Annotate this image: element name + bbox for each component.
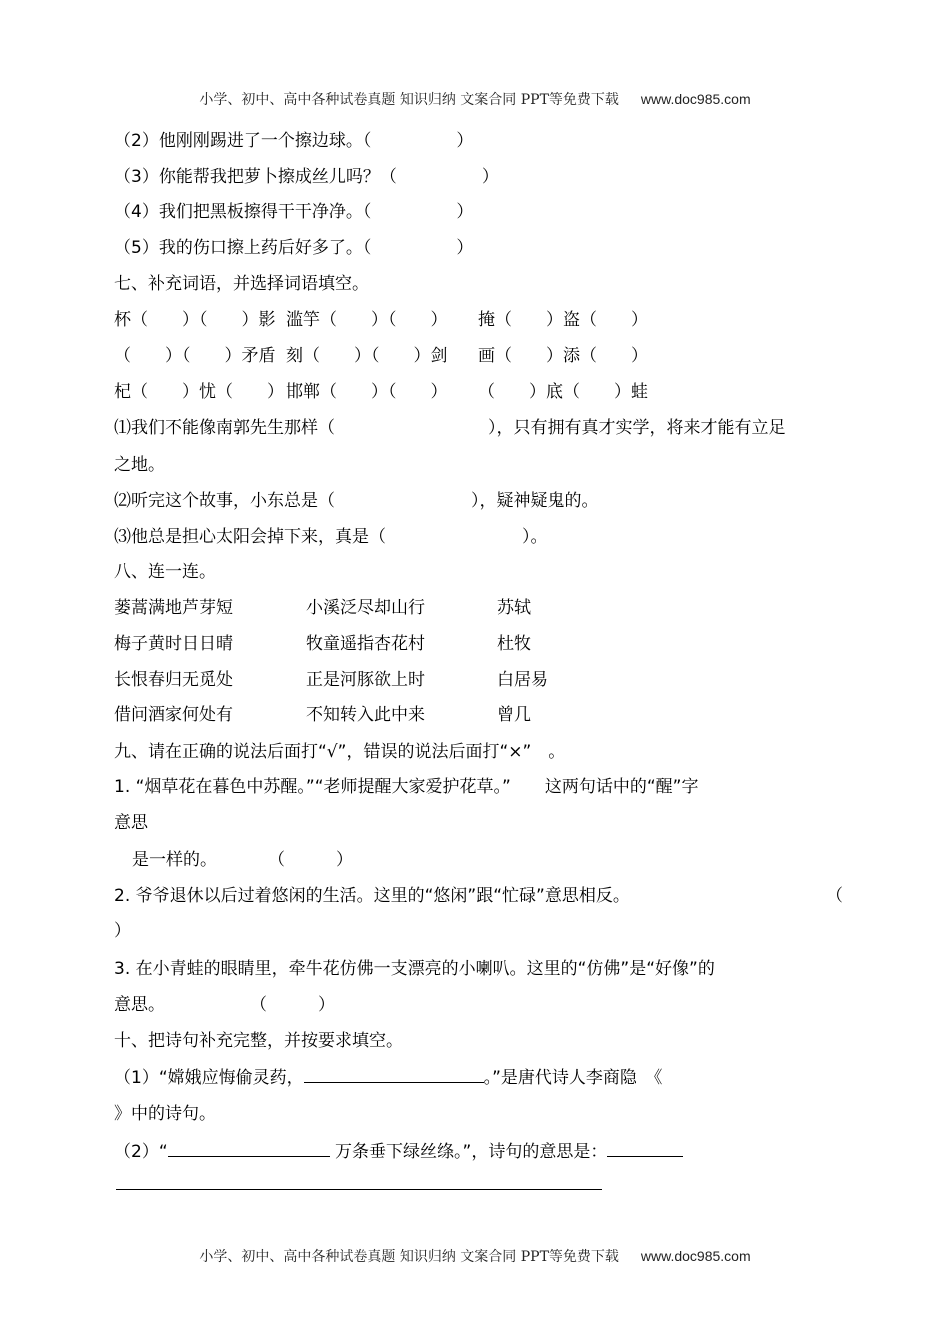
s7-row2-b: 刻（ ）（ ）剑 bbox=[286, 346, 448, 366]
header-site[interactable]: www.doc985.com bbox=[640, 91, 751, 107]
s8-col2-3: 正是河豚欲上时 bbox=[306, 670, 425, 690]
s7-row1-c: 掩（ ）盗（ ） bbox=[478, 310, 648, 330]
s10-poem2-blank2[interactable] bbox=[607, 1141, 683, 1157]
s8-col2-4: 不知转入此中来 bbox=[306, 705, 425, 725]
footer-site[interactable]: www.doc985.com bbox=[640, 1248, 751, 1264]
s7-row2-a: （ ）（ ）矛盾 bbox=[114, 346, 276, 366]
s10-answer-line[interactable] bbox=[116, 1189, 602, 1190]
s9-item1a: 1. “烟草花在暮色中苏醒。”“老师提醒大家爱护花草。” 这两句话中的“醒”字 bbox=[114, 777, 699, 797]
s10-poem1-blank[interactable] bbox=[304, 1067, 484, 1083]
s7-row3-b: 邯郸（ ）（ ） bbox=[286, 382, 448, 402]
page-footer bbox=[0, 1246, 950, 1266]
s8-col1-2: 梅子黄时日日晴 bbox=[114, 634, 233, 654]
s8-col2-1: 小溪泛尽却山行 bbox=[306, 598, 425, 618]
s9-item3a: 3. 在小青蛙的眼睛里，牵牛花仿佛一支漂亮的小喇叭。这里的“仿佛”是“好像”的 bbox=[114, 959, 715, 979]
s8-col1-3: 长恨春归无觅处 bbox=[114, 670, 233, 690]
s10-poem2-mid: 万条垂下绿丝绦。”，诗句的意思是： bbox=[329, 1142, 608, 1162]
s7-row1-a: 杯（ ）（ ）影 bbox=[114, 310, 276, 330]
header-text: 小学、初中、高中各种试卷真题 知识归纳 文案合同 PPT等免费下载 bbox=[199, 92, 619, 108]
s9-item2a: 2. 爷爷退休以后过着悠闲的生活。这里的“悠闲”跟“忙碌”意思相反。 bbox=[114, 886, 630, 906]
footer-text: 小学、初中、高中各种试卷真题 知识归纳 文案合同 PPT等免费下载 bbox=[199, 1249, 619, 1265]
s9-item2-paren: （ bbox=[826, 886, 843, 906]
s8-col1-1: 蒌蒿满地芦芽短 bbox=[114, 598, 233, 618]
s7-row2-c: 画（ ）添（ ） bbox=[478, 346, 648, 366]
s8-col3-2: 杜牧 bbox=[497, 634, 531, 654]
s9-title: 九、请在正确的说法后面打“√”，错误的说法后面打“×” 。 bbox=[114, 742, 566, 762]
s6-q2: （2）他刚刚踢进了一个擦边球。（ ） bbox=[114, 131, 474, 151]
s8-title: 八、连一连。 bbox=[114, 562, 216, 582]
s8-col3-1: 苏轼 bbox=[497, 598, 531, 618]
s10-poem2 bbox=[114, 1137, 683, 1162]
s9-item1c: 是一样的。 （ ） bbox=[132, 850, 353, 870]
page-header bbox=[0, 89, 950, 109]
s7-fill3: ⑶他总是担心太阳会掉下来，真是（ ）。 bbox=[114, 527, 548, 547]
s7-row3-c: （ ）底（ ）蛙 bbox=[478, 382, 648, 402]
s10-poem2-blank1[interactable] bbox=[168, 1141, 330, 1157]
s10-title: 十、把诗句补充完整，并按要求填空。 bbox=[114, 1031, 403, 1051]
s7-fill2: ⑵听完这个故事，小东总是（ ），疑神疑鬼的。 bbox=[114, 491, 599, 511]
s10-poem1-pre: （1）“嫦娥应悔偷灵药， bbox=[114, 1068, 304, 1088]
s10-poem1-post: 。”是唐代诗人李商隐 《 bbox=[483, 1068, 663, 1088]
s8-col1-4: 借问酒家何处有 bbox=[114, 705, 233, 725]
s9-item1b: 意思 bbox=[114, 813, 148, 833]
s7-fill1a: ⑴我们不能像南郭先生那样（ ），只有拥有真才实学，将来才能有立足 bbox=[114, 418, 786, 438]
s6-q3: （3）你能帮我把萝卜擦成丝儿吗？（ ） bbox=[114, 167, 499, 187]
s7-title: 七、补充词语，并选择词语填空。 bbox=[114, 274, 369, 294]
s9-item3b: 意思。 （ ） bbox=[114, 995, 335, 1015]
s7-row1-b: 滥竽（ ）（ ） bbox=[286, 310, 448, 330]
s6-q4: （4）我们把黑板擦得干干净净。（ ） bbox=[114, 202, 474, 222]
s10-poem1 bbox=[114, 1063, 662, 1088]
s7-fill1b: 之地。 bbox=[114, 455, 165, 475]
s10-poem2-pre: （2）“ bbox=[114, 1142, 168, 1162]
s9-item2b: ） bbox=[114, 921, 131, 941]
s8-col3-3: 白居易 bbox=[497, 670, 548, 690]
s7-row3-a: 杞（ ）忧（ ） bbox=[114, 382, 284, 402]
s8-col2-2: 牧童遥指杏花村 bbox=[306, 634, 425, 654]
s8-col3-4: 曾几 bbox=[497, 705, 531, 725]
s10-poem1b: 》中的诗句。 bbox=[114, 1104, 216, 1124]
s6-q5: （5）我的伤口擦上药后好多了。（ ） bbox=[114, 238, 474, 258]
